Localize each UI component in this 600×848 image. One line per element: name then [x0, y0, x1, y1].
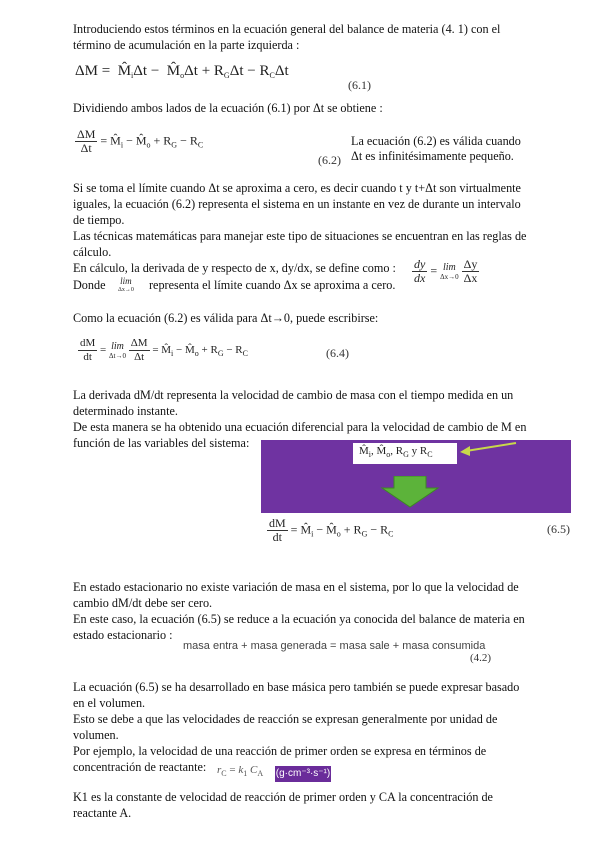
rate-equation: $r_C = k_1$ $C_A$ [217, 764, 264, 778]
paragraph-line: Esto se debe a que las velocidades de reacción se expresan generalmente por unidad de [73, 712, 498, 726]
equation-number: (6.5) [547, 522, 570, 536]
paragraph-line: volumen. [73, 728, 119, 742]
paragraph-line: función de las variables del sistema: [73, 436, 250, 450]
paragraph-line: concentración de reactante: [73, 760, 207, 774]
paragraph-line: Dividiendo ambos lados de la ecuación (6.1) por Δt se obtiene : [73, 101, 383, 115]
units-badge: (g·cm⁻³·s⁻¹) [275, 766, 331, 782]
paragraph-line: de tiempo. [73, 213, 125, 227]
paragraph-line: Si se toma el límite cuando Δt se aproxima a cero, es decir cuando t y t+Δt son virtualmente [73, 181, 521, 195]
paragraph-line: De esta manera se ha obtenido una ecuación diferencial para la velocidad de cambio de M en [73, 420, 527, 434]
paragraph-line: En este caso, la ecuación (6.5) se reduce a la ecuación ya conocida del balance de materia en [73, 612, 525, 626]
equation-4-2: masa entra + masa generada = masa sale + masa consumida [183, 640, 486, 652]
paragraph-line: reactante A. [73, 806, 132, 820]
variables-box: $M̂_i$, $M̂_o$, $R_G$ y $R_C$ [353, 443, 457, 464]
paragraph-line: Como la ecuación (6.2) es válida para Δt→0, puede escribirse: [73, 311, 379, 325]
equation-6-5: $\frac{dM}{dt}$ = $M̂_i$ − $M̂_o + R_G - R_C$ [269, 516, 394, 544]
paragraph-line: En estado estacionario no existe variación de masa en el sistema, por lo que la velocidad de [73, 580, 519, 594]
equation-6-4: $\frac{dM}{dt}$ = lim Δt→0 $\frac{\Delta M}{\Delta t}$ = $M̂_i$ − $M̂_o + R_G - R_C$ [80, 337, 248, 363]
side-note-line: La ecuación (6.2) es válida cuando [351, 134, 521, 148]
equation-number: (4.2) [470, 652, 492, 664]
paragraph-text: Donde [73, 278, 106, 292]
paragraph-line: La derivada dM/dt representa la velocidad de cambio de masa con el tiempo medida en un [73, 388, 514, 402]
paragraph-line: Las técnicas matemáticas para manejar este tipo de situaciones se encuentran en las reglas de [73, 229, 527, 243]
down-arrow-icon [380, 476, 440, 508]
side-note-line: Δt es infinitésimamente pequeño. [351, 149, 514, 163]
equation-6-2: $\frac{\Delta M}{\Delta t}$ = $M̂_i$ − $M̂_o + R_G - R_C$ [77, 127, 204, 155]
paragraph-line: en el volumen. [73, 696, 146, 710]
paragraph-line: cálculo. [73, 245, 112, 259]
paragraph-text: representa el límite cuando Δx se aproxima a cero. [149, 278, 396, 292]
paragraph-line: K1 es la constante de velocidad de reacción de primer orden y CA la concentración de [73, 790, 493, 804]
paragraph-line: La ecuación (6.5) se ha desarrollado en base másica pero también se puede expresar basado [73, 680, 520, 694]
paragraph-line: En cálculo, la derivada de y respecto de x, dy/dx, se define como : [73, 261, 396, 275]
limit-symbol: lim Δx→0 [118, 276, 134, 293]
equation-number: (6.1) [348, 78, 371, 92]
equation-number: (6.4) [326, 346, 349, 360]
paragraph-line: iguales, la ecuación (6.2) representa el sistema en un instante en vez de durante un intervalo [73, 197, 521, 211]
paragraph-line: determinado instante. [73, 404, 178, 418]
derivative-definition: $\frac{dy}{dx}$ = lim Δx→0 $\frac{\Delta y}{\Delta x}$ [414, 257, 478, 285]
equation-6-1: $\Delta M = M̂_i\Delta t$ − $M̂_o\Delta t + R_G\Delta t - R_C\Delta t$ [75, 63, 289, 80]
paragraph-line: cambio dM/dt debe ser cero. [73, 596, 213, 610]
equation-number: (6.2) [318, 153, 341, 167]
paragraph-line: Introduciendo estos términos en la ecuación general del balance de materia (4. 1) con el [73, 22, 501, 36]
paragraph-line: Por ejemplo, la velocidad de una reacción de primer orden se expresa en términos de [73, 744, 487, 758]
paragraph-line: término de acumulación en la parte izquierda : [73, 38, 300, 52]
paragraph-line: estado estacionario : [73, 628, 173, 642]
pointer-arrow-icon [458, 440, 518, 460]
